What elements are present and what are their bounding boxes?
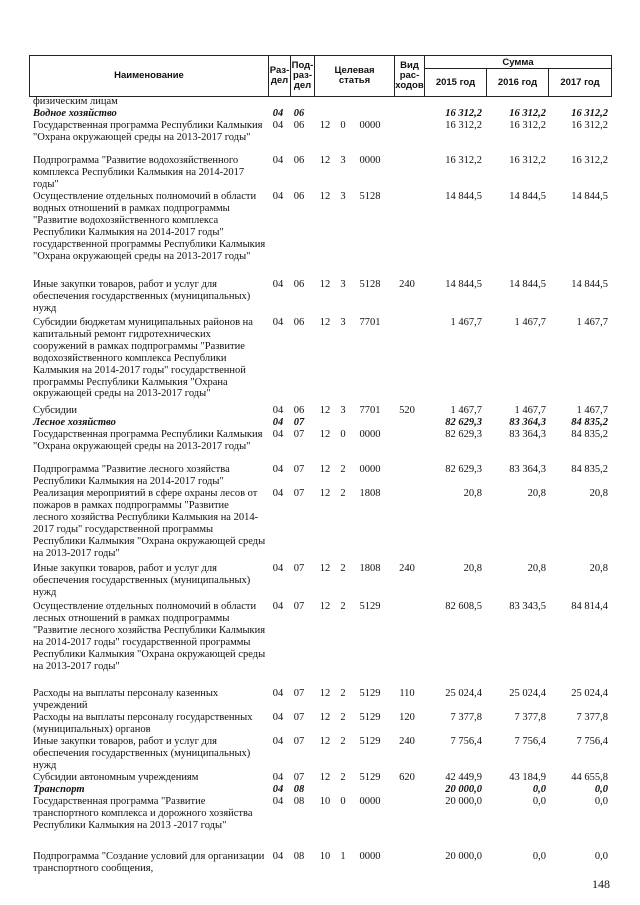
row-subprogram: 0 [340,429,346,440]
row-name: Субсидии автономным учреждениям [33,772,199,783]
row-sum-2015: 7 377,8 [450,712,482,723]
row-section: 04 [272,796,284,807]
row-sum-2016: 83 364,3 [509,429,546,440]
row-subsection: 06 [293,279,305,290]
row-sum-2017: 14 844,5 [571,191,608,202]
row-sum-2015: 1 467,7 [450,317,482,328]
header-name: Наименование [114,70,184,81]
row-sum-2015: 16 312,2 [445,108,482,119]
row-section: 04 [272,464,284,475]
row-sum-2015: 20 000,0 [445,796,482,807]
row-section: 04 [272,772,284,783]
row-subsection: 07 [293,772,305,783]
row-subsection: 07 [293,563,305,574]
header-subsection: Под- раз- дел [290,56,314,96]
row-sum-2015: 20,8 [463,488,482,499]
header-target-article: Целевая статья [314,56,394,96]
row-sum-2015: 20,8 [463,563,482,574]
row-subsection: 07 [293,712,305,723]
page-number: 148 [592,877,610,891]
row-section: 04 [272,120,284,131]
row-subsection: 06 [293,120,305,131]
row-expense-type: 620 [399,772,415,783]
row-subsection: 07 [293,736,305,747]
row-subsection: 06 [293,317,305,328]
row-section: 04 [272,191,284,202]
row-sum-2017: 16 312,2 [571,155,608,166]
row-program: 10 [319,796,331,807]
row-name: Иные закупки товаров, работ и услуг для обеспечения государственных (муниципальных) нужд [33,279,251,314]
row-subsection: 06 [293,405,305,416]
row-subprogram: 3 [340,405,346,416]
row-section: 04 [272,279,284,290]
row-name: Осуществление отдельных полномочий в области лесных отношений в рамках подпрограммы "Развитие лесного хозяйства Республики Калмыкия на 2014-2017 годы" государственной программы Республики Калмыкия "Охрана окружающей среды на 2013-2017 годы" [33,601,266,672]
row-name: Государственная программа Республики Калмыкия "Охрана окружающей среды на 2013-2017 годы" [33,120,263,143]
row-article: 5129 [359,688,381,699]
row-program: 12 [319,317,331,328]
row-name: Подпрограмма "Развитие водохозяйственного комплекса Республики Калмыкия на 2014-2017 годы" [33,155,245,190]
row-subsection: 08 [293,784,305,795]
row-name: Государственная программа "Развитие транспортного комплекса и дорожного хозяйства Республики Калмыкия на 2013 -2017 годы" [33,796,253,831]
row-article: 0000 [359,464,381,475]
row-subsection: 06 [293,108,305,119]
row-sum-2016: 1 467,7 [514,317,546,328]
row-subprogram: 0 [340,120,346,131]
row-subsection: 07 [293,464,305,475]
row-section: 04 [272,317,284,328]
row-subprogram: 3 [340,191,346,202]
row-name: Субсидии бюджетам муниципальных районов на капитальный ремонт гидротехнических сооружений в рамках подпрограммы "Развитие водохозяйственного комплекса Республики Калмыкия на 2014-2017 годы" государственной программы Республики Калмыкия "Охрана окружающей среды на 2013-2017 годы" [33,317,253,400]
row-sum-2017: 25 024,4 [571,688,608,699]
row-program: 12 [319,712,331,723]
row-sum-2017: 84 814,4 [571,601,608,612]
row-sum-2016: 1 467,7 [514,405,546,416]
row-expense-type: 240 [399,736,415,747]
row-program: 12 [319,601,331,612]
row-sum-2017: 20,8 [589,488,608,499]
row-section: 04 [272,563,284,574]
row-subsection: 06 [293,155,305,166]
row-program: 12 [319,736,331,747]
row-sum-2016: 0,0 [532,784,546,795]
row-subsection: 06 [293,191,305,202]
row-sum-2015: 82 629,3 [445,417,482,428]
row-section: 04 [272,601,284,612]
row-section: 04 [272,488,284,499]
row-section: 04 [272,712,284,723]
row-name: Субсидии [33,405,78,416]
row-sum-2016: 83 364,3 [509,464,546,475]
row-sum-2016: 16 312,2 [509,108,546,119]
row-subprogram: 2 [340,563,346,574]
row-program: 12 [319,688,331,699]
row-name: Иные закупки товаров, работ и услуг для обеспечения государственных (муниципальных) нужд [33,563,251,598]
row-section: 04 [272,736,284,747]
row-name: Расходы на выплаты персоналу государственных (муниципальных) органов [33,712,253,735]
row-sum-2017: 44 655,8 [571,772,608,783]
row-expense-type: 240 [399,279,415,290]
row-section: 04 [272,155,284,166]
row-article: 0000 [359,155,381,166]
row-sum-2015: 25 024,4 [445,688,482,699]
row-sum-2016: 20,8 [527,488,546,499]
row-sum-2016: 0,0 [532,851,546,862]
row-subprogram: 0 [340,796,346,807]
header-expense-type: Вид рас- ходов [394,56,424,96]
row-name: Осуществление отдельных полномочий в области водных отношений в рамках подпрограммы "Развитие водохозяйственного комплекса Республики Калмыкия на 2014-2017 годы" государственной программы Республики Калмыкия "Охрана окружающей среды на 2013-2017 годы" [33,191,266,262]
row-subprogram: 2 [340,736,346,747]
row-sum-2017: 16 312,2 [571,108,608,119]
row-sum-2015: 7 756,4 [450,736,482,747]
row-article: 5129 [359,601,381,612]
row-program: 12 [319,191,331,202]
row-program: 12 [319,155,331,166]
row-name: Расходы на выплаты персоналу казенных учреждений [33,688,219,711]
row-name: Реализация мероприятий в сфере охраны лесов от пожаров в рамках подпрограммы "Развитие лесного хозяйства Республики Калмыкия на 2014-2017 годы" государственной программы Республики Калмыкия "Охрана окружающей среды на 2013-2017 годы" [33,488,266,559]
row-sum-2017: 84 835,2 [571,429,608,440]
row-name: Подпрограмма "Развитие лесного хозяйства Республики Калмыкия на 2014-2017 годы" [33,464,230,487]
row-subprogram: 2 [340,772,346,783]
row-sum-2017: 20,8 [589,563,608,574]
row-program: 10 [319,851,331,862]
row-section: 04 [272,405,284,416]
row-program: 12 [319,488,331,499]
row-subsection: 07 [293,429,305,440]
row-subprogram: 2 [340,712,346,723]
row-sum-2016: 25 024,4 [509,688,546,699]
row-sum-2017: 84 835,2 [571,464,608,475]
row-subprogram: 2 [340,488,346,499]
header-year-2016: 2016 год [486,69,548,96]
row-subsection: 07 [293,417,305,428]
row-name: Транспорт [33,784,85,795]
row-sum-2015: 14 844,5 [445,191,482,202]
row-section: 04 [272,851,284,862]
row-sum-2015: 42 449,9 [445,772,482,783]
row-sum-2015: 20 000,0 [445,784,482,795]
row-sum-2015: 20 000,0 [445,851,482,862]
row-expense-type: 120 [399,712,415,723]
row-section: 04 [272,784,284,795]
row-subprogram: 2 [340,601,346,612]
row-program: 12 [319,405,331,416]
row-subprogram: 3 [340,279,346,290]
row-sum-2016: 83 343,5 [509,601,546,612]
row-expense-type: 240 [399,563,415,574]
row-article: 7701 [359,405,381,416]
row-section: 04 [272,108,284,119]
row-subsection: 07 [293,488,305,499]
row-section: 04 [272,429,284,440]
header-sum: Сумма [424,56,611,69]
row-sum-2017: 1 467,7 [576,405,608,416]
row-sum-2017: 0,0 [594,784,608,795]
row-sum-2016: 16 312,2 [509,155,546,166]
row-subsection: 08 [293,851,305,862]
row-sum-2016: 0,0 [532,796,546,807]
row-subprogram: 2 [340,688,346,699]
row-subprogram: 2 [340,464,346,475]
row-article: 0000 [359,796,381,807]
row-article: 5128 [359,279,381,290]
row-article: 0000 [359,120,381,131]
row-sum-2015: 16 312,2 [445,155,482,166]
row-sum-2015: 82 629,3 [445,464,482,475]
row-subsection: 07 [293,601,305,612]
row-sum-2017: 7 756,4 [576,736,608,747]
row-section: 04 [272,688,284,699]
row-expense-type: 110 [399,688,415,699]
row-sum-2016: 7 377,8 [514,712,546,723]
row-name: физическим лицам [33,96,118,107]
row-name: Водное хозяйство [33,108,117,119]
row-article: 5128 [359,191,381,202]
row-sum-2016: 83 364,3 [509,417,546,428]
row-article: 7701 [359,317,381,328]
row-sum-2016: 14 844,5 [509,279,546,290]
row-sum-2015: 82 629,3 [445,429,482,440]
row-sum-2016: 20,8 [527,563,546,574]
header-year-2015: 2015 год [424,69,486,96]
row-subprogram: 3 [340,317,346,328]
row-subprogram: 3 [340,155,346,166]
row-subsection: 07 [293,688,305,699]
row-sum-2017: 14 844,5 [571,279,608,290]
row-article: 1808 [359,563,381,574]
row-sum-2017: 0,0 [594,851,608,862]
row-article: 0000 [359,429,381,440]
row-program: 12 [319,563,331,574]
row-name: Иные закупки товаров, работ и услуг для обеспечения государственных (муниципальных) нужд [33,736,251,771]
row-sum-2017: 84 835,2 [571,417,608,428]
header-year-2017: 2017 год [548,69,611,96]
row-name: Государственная программа Республики Калмыкия "Охрана окружающей среды на 2013-2017 годы" [33,429,263,452]
row-program: 12 [319,120,331,131]
row-sum-2017: 1 467,7 [576,317,608,328]
row-sum-2016: 14 844,5 [509,191,546,202]
row-article: 1808 [359,488,381,499]
row-sum-2017: 16 312,2 [571,120,608,131]
row-sum-2016: 7 756,4 [514,736,546,747]
row-sum-2015: 1 467,7 [450,405,482,416]
row-name: Подпрограмма "Создание условий для организации транспортного сообщения, [33,851,265,874]
row-sum-2015: 82 608,5 [445,601,482,612]
row-program: 12 [319,279,331,290]
row-subsection: 08 [293,796,305,807]
row-article: 0000 [359,851,381,862]
row-section: 04 [272,417,284,428]
row-sum-2016: 16 312,2 [509,120,546,131]
row-article: 5129 [359,736,381,747]
row-sum-2016: 43 184,9 [509,772,546,783]
header-section: Раз- дел [268,56,290,96]
row-subprogram: 1 [340,851,346,862]
row-name: Лесное хозяйство [33,417,116,428]
row-sum-2015: 14 844,5 [445,279,482,290]
row-program: 12 [319,772,331,783]
row-sum-2017: 0,0 [594,796,608,807]
row-expense-type: 520 [399,405,415,416]
row-sum-2017: 7 377,8 [576,712,608,723]
row-program: 12 [319,464,331,475]
row-sum-2015: 16 312,2 [445,120,482,131]
row-article: 5129 [359,772,381,783]
row-article: 5129 [359,712,381,723]
row-program: 12 [319,429,331,440]
